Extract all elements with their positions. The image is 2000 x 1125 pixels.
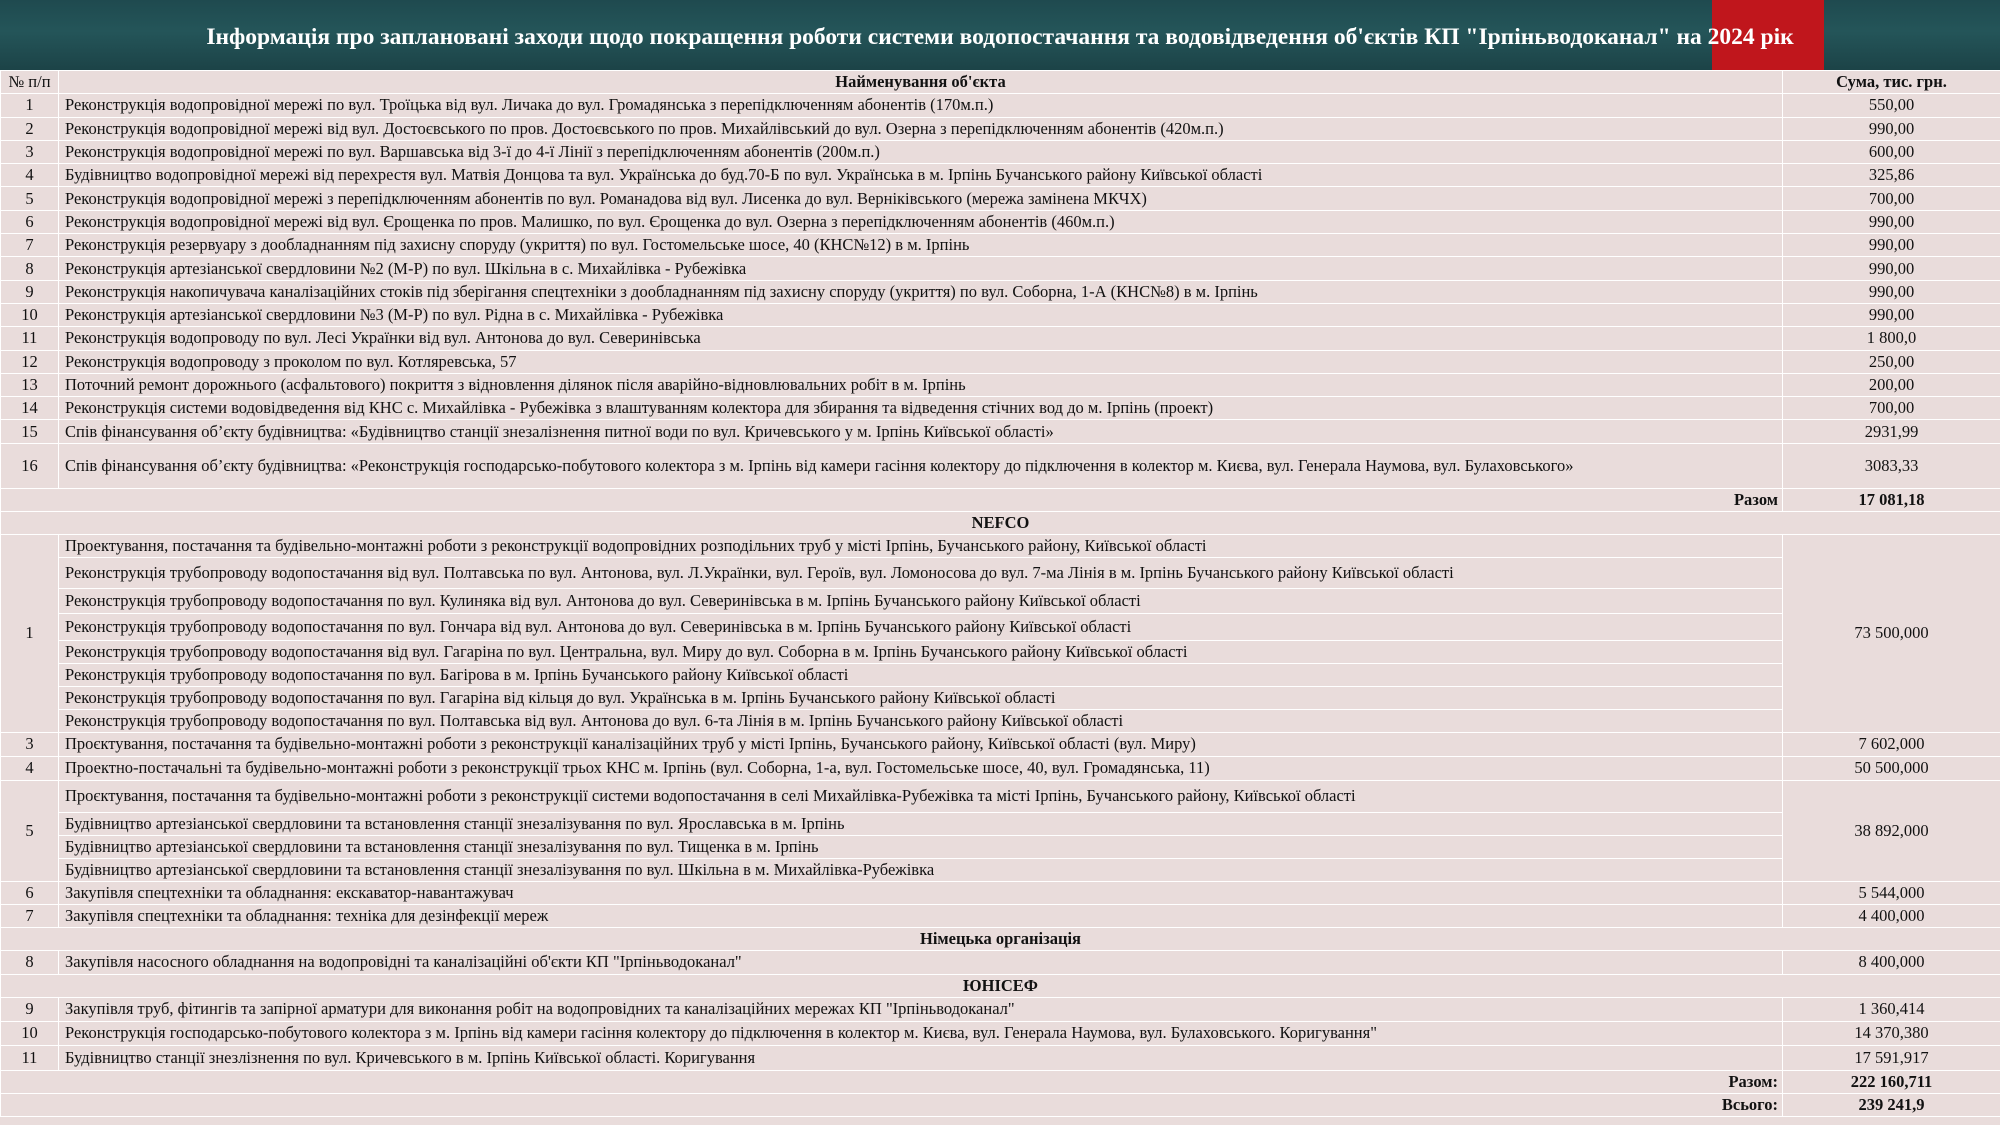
row-name: Закупівля спецтехніки та обладнання: техніка для дезінфекції мереж xyxy=(59,904,1783,927)
table-row xyxy=(1,257,2000,280)
slide-header xyxy=(0,0,2000,70)
total-label: Разом xyxy=(1,488,1783,511)
row-sum: 73 500,000 xyxy=(1783,534,2000,732)
table-row xyxy=(1,420,2000,443)
table-row xyxy=(1,280,2000,303)
row-name: Будівництво артезіанської свердловини та встановлення станції знезалізування по вул. Шкільна в м. Михайлівка-Рубежівка xyxy=(59,858,1783,881)
section-heading: Німецька організація xyxy=(1,927,2000,950)
row-number: 10 xyxy=(1,303,59,326)
row-name: Спів фінансування об’єкту будівництва: «Реконструкція господарсько-побутового колектора з м. Ірпінь від камери гасіння колектору до підключення в колектор м. Києва, вул. Генерала Наумова, вул. Булаховського» xyxy=(59,443,1783,488)
row-number: 13 xyxy=(1,373,59,396)
row-name: Реконструкція системи водовідведення від КНС с. Михайлівка - Рубежівка з влаштуванням колектора для збирання та відведення стічних вод до м. Ірпінь (проект) xyxy=(59,397,1783,420)
row-number: 1 xyxy=(1,94,59,117)
table-row xyxy=(1,732,2000,756)
row-sum: 990,00 xyxy=(1783,280,2000,303)
table-row xyxy=(1,327,2000,350)
row-sum: 5 544,000 xyxy=(1783,881,2000,904)
row-sum: 1 800,0 xyxy=(1783,327,2000,350)
page-title: Інформація про заплановані заходи щодо покращення роботи системи водопостачання та водовідведення об'єктів КП "Ірпіньводоканал" на 2024 рік xyxy=(206,24,1794,50)
table-row xyxy=(1,858,2000,881)
row-name: Будівництво артезіанської свердловини та встановлення станції знезалізування по вул. Тищенка в м. Ірпінь xyxy=(59,835,1783,858)
section-heading: NEFCO xyxy=(1,511,2000,534)
table-row xyxy=(1,613,2000,640)
row-name: Проєктування, постачання та будівельно-монтажні роботи з реконструкції каналізаційних труб у місті Ірпінь, Бучанського району, Київської області (вул. Миру) xyxy=(59,732,1783,756)
row-sum: 50 500,000 xyxy=(1783,756,2000,780)
row-name: Реконструкція господарсько-побутового колектора з м. Ірпінь від камери гасіння колектору до підключення в колектор м. Києва, вул. Генерала Наумова, вул. Булаховського. Коригування" xyxy=(59,1021,1783,1045)
row-sum: 7 602,000 xyxy=(1783,732,2000,756)
section-heading-row xyxy=(1,927,2000,950)
table-row xyxy=(1,950,2000,974)
table-row xyxy=(1,350,2000,373)
table-row xyxy=(1,1045,2000,1070)
table-sheet xyxy=(0,70,2000,1125)
row-sum: 990,00 xyxy=(1783,257,2000,280)
table-header-row xyxy=(1,71,2000,94)
table-row xyxy=(1,640,2000,663)
row-name: Закупівля труб, фітингів та запірної арматури для виконання робіт на водопровідних та каналізаційних мережах КП "Ірпіньводоканал" xyxy=(59,997,1783,1021)
table-row xyxy=(1,709,2000,732)
row-number: 8 xyxy=(1,257,59,280)
row-number: 5 xyxy=(1,187,59,210)
row-sum: 200,00 xyxy=(1783,373,2000,396)
row-sum: 8 400,000 xyxy=(1783,950,2000,974)
row-number: 3 xyxy=(1,140,59,163)
row-name: Закупівля спецтехніки та обладнання: екскаватор-навантажувач xyxy=(59,881,1783,904)
row-name: Реконструкція водопроводу по вул. Лесі Українки від вул. Антонова до вул. Северинівська xyxy=(59,327,1783,350)
row-sum: 990,00 xyxy=(1783,117,2000,140)
row-name: Спів фінансування об’єкту будівництва: «Будівництво станції знезалізнення питної води по вул. Кричевського у м. Ірпінь Київської області» xyxy=(59,420,1783,443)
row-number: 16 xyxy=(1,443,59,488)
row-name: Поточний ремонт дорожнього (асфальтового) покриття з відновлення ділянок після аварійно-відновлювальних робіт в м. Ірпінь xyxy=(59,373,1783,396)
table-row xyxy=(1,588,2000,613)
row-number: 14 xyxy=(1,397,59,420)
table-row xyxy=(1,94,2000,117)
table-row xyxy=(1,397,2000,420)
row-number: 8 xyxy=(1,950,59,974)
row-name: Реконструкція трубопроводу водопостачання по вул. Полтавська від вул. Антонова до вул. 6-та Лінія в м. Ірпінь Бучанського району Київської області xyxy=(59,709,1783,732)
total-row xyxy=(1,488,2000,511)
table-row xyxy=(1,210,2000,233)
col-header-name: Найменування об'єкта xyxy=(59,71,1783,94)
row-sum: 700,00 xyxy=(1783,397,2000,420)
total-value: 17 081,18 xyxy=(1783,488,2000,511)
table-row xyxy=(1,117,2000,140)
table-row xyxy=(1,904,2000,927)
row-sum: 990,00 xyxy=(1783,210,2000,233)
row-sum: 2931,99 xyxy=(1783,420,2000,443)
row-name: Будівництво станції знезлізнення по вул. Кричевського в м. Ірпінь Київської області. Коригування xyxy=(59,1045,1783,1070)
table-row xyxy=(1,812,2000,835)
row-number: 9 xyxy=(1,997,59,1021)
row-sum: 250,00 xyxy=(1783,350,2000,373)
row-name: Реконструкція трубопроводу водопостачання від вул. Гагаріна по вул. Центральна, вул. Миру до вул. Соборна в м. Ірпінь Бучанського району Київської області xyxy=(59,640,1783,663)
row-name: Реконструкція артезіанської свердловини №2 (М-Р) по вул. Шкільна в с. Михайлівка - Рубежівка xyxy=(59,257,1783,280)
table-row xyxy=(1,534,2000,557)
table-row xyxy=(1,997,2000,1021)
table-row xyxy=(1,663,2000,686)
row-sum: 38 892,000 xyxy=(1783,780,2000,881)
section-heading: ЮНІСЕФ xyxy=(1,974,2000,997)
table-row xyxy=(1,780,2000,812)
row-sum: 990,00 xyxy=(1783,234,2000,257)
row-number: 6 xyxy=(1,881,59,904)
row-number: 5 xyxy=(1,780,59,881)
row-name: Реконструкція водопровідної мережі по вул. Троїцька від вул. Личака до вул. Громадянська з перепідключенням абонентів (170м.п.) xyxy=(59,94,1783,117)
row-name: Будівництво водопровідної мережі від перехрестя вул. Матвія Донцова та вул. Українська до буд.70-Б по вул. Українська в м. Ірпінь Бучанського району Київської області xyxy=(59,164,1783,187)
row-name: Реконструкція трубопроводу водопостачання від вул. Полтавська по вул. Антонова, вул. Л.Українки, вул. Героїв, вул. Ломоносова до вул. 7-ма Лінія в м. Ірпінь Бучанського району Київської області xyxy=(59,557,1783,588)
col-header-num: № п/п xyxy=(1,71,59,94)
table-row xyxy=(1,164,2000,187)
row-number: 12 xyxy=(1,350,59,373)
table-row xyxy=(1,881,2000,904)
row-name: Реконструкція трубопроводу водопостачання по вул. Кулиняка від вул. Антонова до вул. Северинівська в м. Ірпінь Бучанського району Київської області xyxy=(59,588,1783,613)
row-number: 3 xyxy=(1,732,59,756)
section-heading-row xyxy=(1,511,2000,534)
row-name: Проектування, постачання та будівельно-монтажні роботи з реконструкції водопровідних розподільних труб у місті Ірпінь, Бучанського району, Київської області xyxy=(59,534,1783,557)
row-name: Реконструкція накопичувача каналізаційних стоків під зберігання спецтехніки з дообладнанням під захисну споруду (укриття) по вул. Соборна, 1-А (КНС№8) в м. Ірпінь xyxy=(59,280,1783,303)
row-number: 11 xyxy=(1,327,59,350)
table-row xyxy=(1,1021,2000,1045)
total-value: 239 241,9 xyxy=(1783,1093,2000,1116)
row-name: Проєктування, постачання та будівельно-монтажні роботи з реконструкції системи водопостачання в селі Михайлівка-Рубежівка та місті Ірпінь, Бучанського району, Київської області xyxy=(59,780,1783,812)
row-sum: 700,00 xyxy=(1783,187,2000,210)
row-name: Реконструкція трубопроводу водопостачання по вул. Гагаріна від кільця до вул. Українська в м. Ірпінь Бучанського району Київської області xyxy=(59,686,1783,709)
total-label: Всього: xyxy=(1,1093,1783,1116)
row-sum: 1 360,414 xyxy=(1783,997,2000,1021)
row-name: Реконструкція водопровідної мережі з перепідключенням абонентів по вул. Романадова від вул. Лисенка до вул. Верніківського (мережа замінена МКЧХ) xyxy=(59,187,1783,210)
table-row xyxy=(1,187,2000,210)
row-name: Проектно-постачальні та будівельно-монтажні роботи з реконструкції трьох КНС м. Ірпінь (вул. Соборна, 1-а, вул. Гостомельське шосе, 40, вул. Громадянська, 11) xyxy=(59,756,1783,780)
table-row xyxy=(1,140,2000,163)
section-heading-row xyxy=(1,974,2000,997)
table-row xyxy=(1,443,2000,488)
row-number: 7 xyxy=(1,904,59,927)
row-number: 1 xyxy=(1,534,59,732)
row-number: 15 xyxy=(1,420,59,443)
row-name: Будівництво артезіанської свердловини та встановлення станції знезалізування по вул. Ярославська в м. Ірпінь xyxy=(59,812,1783,835)
row-name: Реконструкція водопровідної мережі по вул. Варшавська від 3-ї до 4-ї Лінії з перепідключенням абонентів (200м.п.) xyxy=(59,140,1783,163)
row-number: 6 xyxy=(1,210,59,233)
table-row xyxy=(1,373,2000,396)
row-sum: 600,00 xyxy=(1783,140,2000,163)
row-name: Реконструкція водопроводу з проколом по вул. Котляревська, 57 xyxy=(59,350,1783,373)
col-header-sum: Сума, тис. грн. xyxy=(1783,71,2000,94)
row-name: Реконструкція резервуару з дообладнанням під захисну споруду (укриття) по вул. Гостомельське шосе, 40 (КНС№12) в м. Ірпінь xyxy=(59,234,1783,257)
row-number: 4 xyxy=(1,756,59,780)
table-row xyxy=(1,756,2000,780)
total-row xyxy=(1,1070,2000,1093)
table-row xyxy=(1,234,2000,257)
row-sum: 17 591,917 xyxy=(1783,1045,2000,1070)
row-number: 2 xyxy=(1,117,59,140)
row-name: Реконструкція трубопроводу водопостачання по вул. Гончара від вул. Антонова до вул. Северинівська в м. Ірпінь Бучанського району Київської області xyxy=(59,613,1783,640)
total-row xyxy=(1,1093,2000,1116)
row-name: Реконструкція артезіанської свердловини №3 (М-Р) по вул. Рідна в с. Михайлівка - Рубежівка xyxy=(59,303,1783,326)
row-sum: 325,86 xyxy=(1783,164,2000,187)
row-sum: 3083,33 xyxy=(1783,443,2000,488)
row-name: Реконструкція трубопроводу водопостачання по вул. Багірова в м. Ірпінь Бучанського району Київської області xyxy=(59,663,1783,686)
row-sum: 550,00 xyxy=(1783,94,2000,117)
table-row xyxy=(1,686,2000,709)
table-row xyxy=(1,835,2000,858)
measures-table xyxy=(0,70,2000,1117)
total-label: Разом: xyxy=(1,1070,1783,1093)
row-number: 11 xyxy=(1,1045,59,1070)
row-name: Закупівля насосного обладнання на водопровідні та каналізаційні об'єкти КП "Ірпіньводоканал" xyxy=(59,950,1783,974)
row-name: Реконструкція водопровідної мережі від вул. Єрощенка по пров. Малишко, по вул. Єрощенка до вул. Озерна з перепідключенням абонентів (460м.п.) xyxy=(59,210,1783,233)
total-value: 222 160,711 xyxy=(1783,1070,2000,1093)
row-name: Реконструкція водопровідної мережі від вул. Достоєвського по пров. Достоєвського по пров. Михайлівський до вул. Озерна з перепідключенням абонентів (420м.п.) xyxy=(59,117,1783,140)
row-number: 7 xyxy=(1,234,59,257)
row-number: 4 xyxy=(1,164,59,187)
table-row xyxy=(1,557,2000,588)
row-number: 9 xyxy=(1,280,59,303)
row-sum: 990,00 xyxy=(1783,303,2000,326)
row-number: 10 xyxy=(1,1021,59,1045)
row-sum: 4 400,000 xyxy=(1783,904,2000,927)
row-sum: 14 370,380 xyxy=(1783,1021,2000,1045)
table-row xyxy=(1,303,2000,326)
